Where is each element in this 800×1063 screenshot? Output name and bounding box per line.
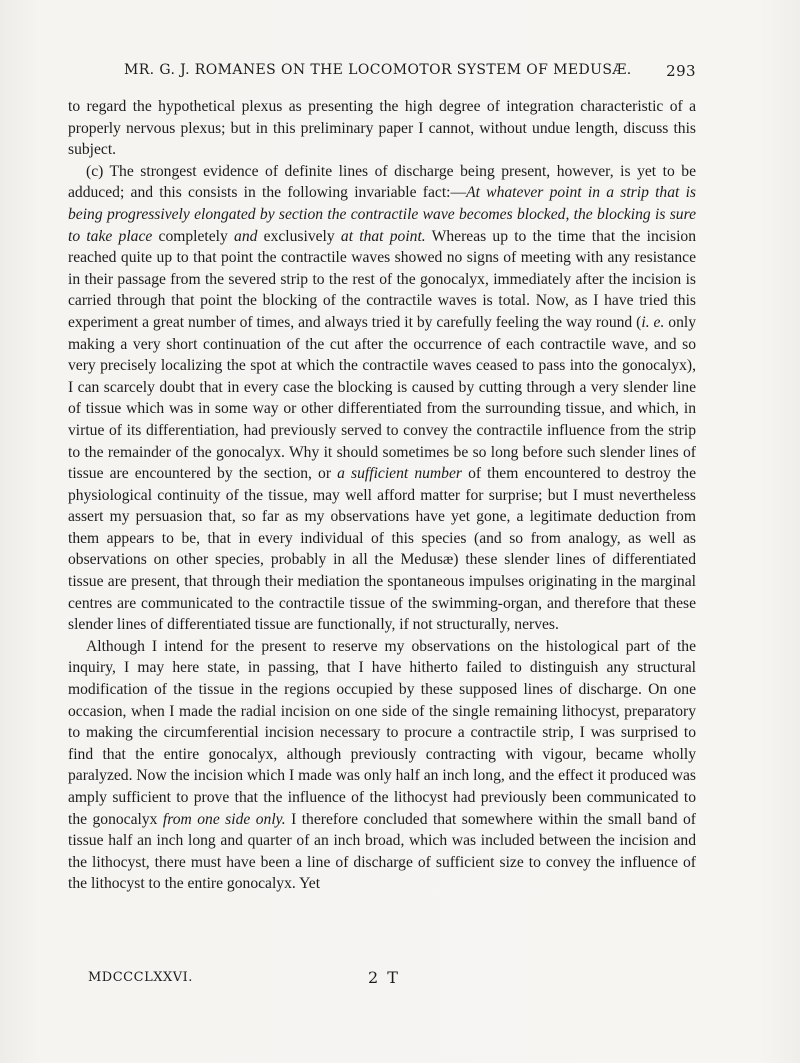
paragraph-2-text-g: Whereas up to the time that the incision reached quite up to that point the contractile waves showed no signs of meeting with any resistance in their passage from the severed strip to the rest of the gonocalyx, immediately after the incision is carried through that point the blocking of the contractile waves is total. Now, as I have tried this experiment a great number of times, and always tried it by carefully feeling the way round ( [68,227,697,331]
page-number: 293 [666,62,696,80]
footer-signature-mark: 2 T [368,968,400,987]
paragraph-3 [68,636,696,895]
paragraph-2-text-k: of them encountered to destroy the physiological continuity of the tissue, may well afford matter for surprise; but I must nevertheless assert my persuasion that, so far as my observations have yet gone, a legitimate deduction from them appears to be, that in every individual of this species (and so from analogy, as well as observations on other species, probably in all the Medusæ) these slender lines of differentiated tissue are present, that through their mediation the spontaneous impulses originating in the marginal centres are communicated to the contractile tissue of the swimming-organ, and therefore that these slender lines of differentiated tissue are functionally, if not structurally, nerves. [68,465,697,634]
paragraph-1-text: to regard the hypothetical plexus as presenting the high degree of integration characteristic of a properly nervous plexus; but in this preliminary paper I cannot, without undue length, discuss this subject. [68,98,696,159]
paragraph-2 [68,161,696,636]
paragraph-2-italic-h: i. e. [641,313,665,331]
paragraph-2-text-c: completely [152,227,235,245]
paragraph-3-text-c: I therefore concluded that somewhere within the small band of tissue half an inch long and quarter of an inch broad, which was included between the incision and the lithocyst, there must have been a line of discharge of sufficient size to convey the influence of the lithocyst to the entire gonocalyx. Yet [68,810,696,893]
paragraph-3-text-a: Although I intend for the present to reserve my observations on the histological part of the inquiry, I may here state, in passing, that I have hitherto failed to distinguish any structural modification of the tissue in the regions occupied by these supposed lines of discharge. On one occasion, when I made the radial incision on one side of the single remaining lithocyst, preparatory to making the circumferential incision necessary to procure a contractile strip, I was surprised to find that the entire gonocalyx, although previously contracting with vigour, became wholly paralyzed. Now the incision which I made was only half an inch long, and the effect it produced was amply sufficient to prove that the influence of the lithocyst had previously been communicated to the gonocalyx [68,637,696,828]
paragraph-3-italic-b: from one side only. [162,810,286,828]
paragraph-2-text-i: only making a very short continuation of the cut after the occurrence of each contractile wave, and so very precisely localizing the spot at which the contractile waves ceased to pass into the gonocalyx), I can scarcely doubt that in every case the blocking is caused by cutting through a very slender line of tissue which was in some way or other differentiated from the surrounding tissue, and which, in virtue of its differentiation, had previously served to convey the contractile influence from the strip to the remainder of the gonocalyx. Why it should sometimes be so long before such slender lines of tissue are encountered by the section, or [68,313,696,483]
footer-year: MDCCCLXXVI. [88,970,193,985]
paragraph-2-italic-f: at that point. [340,227,426,245]
paragraph-2-text-e: exclusively [257,227,341,245]
running-title: MR. G. J. ROMANES ON THE LOCOMOTOR SYSTEM OF MEDUSÆ. [124,62,632,78]
article-body [68,96,696,895]
paragraph-2-italic-b: At whatever point in a strip that is being progressively elongated by section the contractile wave becomes blocked, the blocking is sure to take place [68,184,697,245]
paragraph-1 [68,96,696,161]
paragraph-2-italic-j: a sufficient number [337,465,462,483]
paragraph-2-text-a: (c) The strongest evidence of definite lines of discharge being present, however, is yet to be adduced; and this consists in the following invariable fact:— [68,162,696,202]
paragraph-2-italic-d: and [234,227,258,245]
